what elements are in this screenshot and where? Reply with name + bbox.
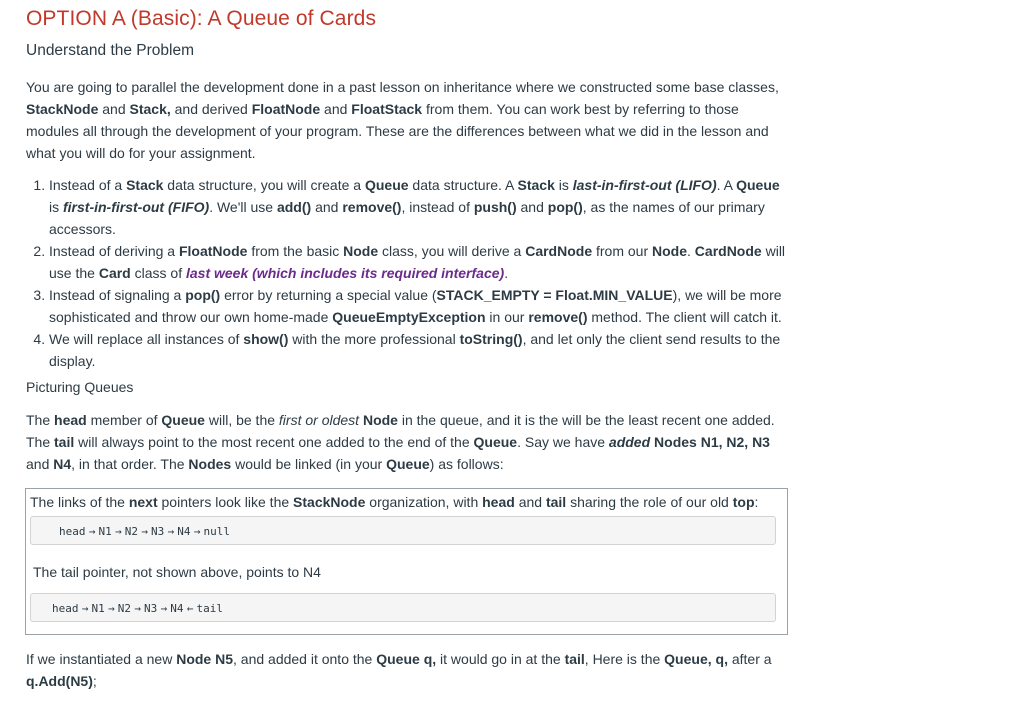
links-box [25,488,788,635]
page-title: OPTION A (Basic): A Queue of Cards [26,7,377,30]
differences-list [26,174,786,372]
last-week-link[interactable]: last week (which includes its required interface) [185,265,505,281]
list-item: 1. Instead of a Stack data structure, you will create a Queue data structure. A Stack is last-in-first-out (LIFO). A Queue is first-in-first-out (FIFO). We'll use add() and remove(), instead of push() and pop(), as the names of our primary accessors. [49,174,786,240]
queue-description-paragraph: The head member of Queue will, be the first or oldest Node in the queue, and it is the will be the least recent one added. The tail will always point to the most recent one added to the end of the Queue. Say we have added Nodes N1, N2, N3 and N4, in that order. The Nodes would be linked (in your Queue) as follows: [26,412,775,472]
code-block-next-links: head → N1 → N2 → N3 → N4 → null [30,516,776,545]
instantiate-paragraph: If we instantiated a new Node N5, and added it onto the Queue q, it would go in at the tail, Here is the Queue, q, after a q.Add(N5); [26,651,772,689]
box-text: The links of the next pointers look like the StackNode organization, with head and tail sharing the role of our old top: [30,494,759,510]
section-heading-picturing-queues: Picturing Queues [26,379,134,395]
list-item: 2. Instead of deriving a FloatNode from the basic Node class, you will derive a CardNode from our Node. CardNode will use the Card class of last week (which includes its required interface). [49,240,786,284]
tail-pointer-text: The tail pointer, not shown above, points to N4 [33,564,321,580]
intro-paragraph: You are going to parallel the development done in a past lesson on inheritance where we constructed some base classes, StackNode and Stack, and derived FloatNode and FloatStack from them. You can work best by referring to those modules all through the development of your program. These are the differences between what we did in the lesson and what you will do for your assignment. [26,79,779,161]
code-block-tail: head → N1 → N2 → N3 → N4 ← tail [30,593,776,622]
subtitle: Understand the Problem [26,42,195,59]
list-item: 4. We will replace all instances of show() with the more professional toString(), and let only the client send results to the display. [49,328,786,372]
list-item: 3. Instead of signaling a pop() error by returning a special value (STACK_EMPTY = Float.MIN_VALUE), we will be more sophisticated and throw our own home-made QueueEmptyException in our remove() method. The client will catch it. [49,284,786,328]
